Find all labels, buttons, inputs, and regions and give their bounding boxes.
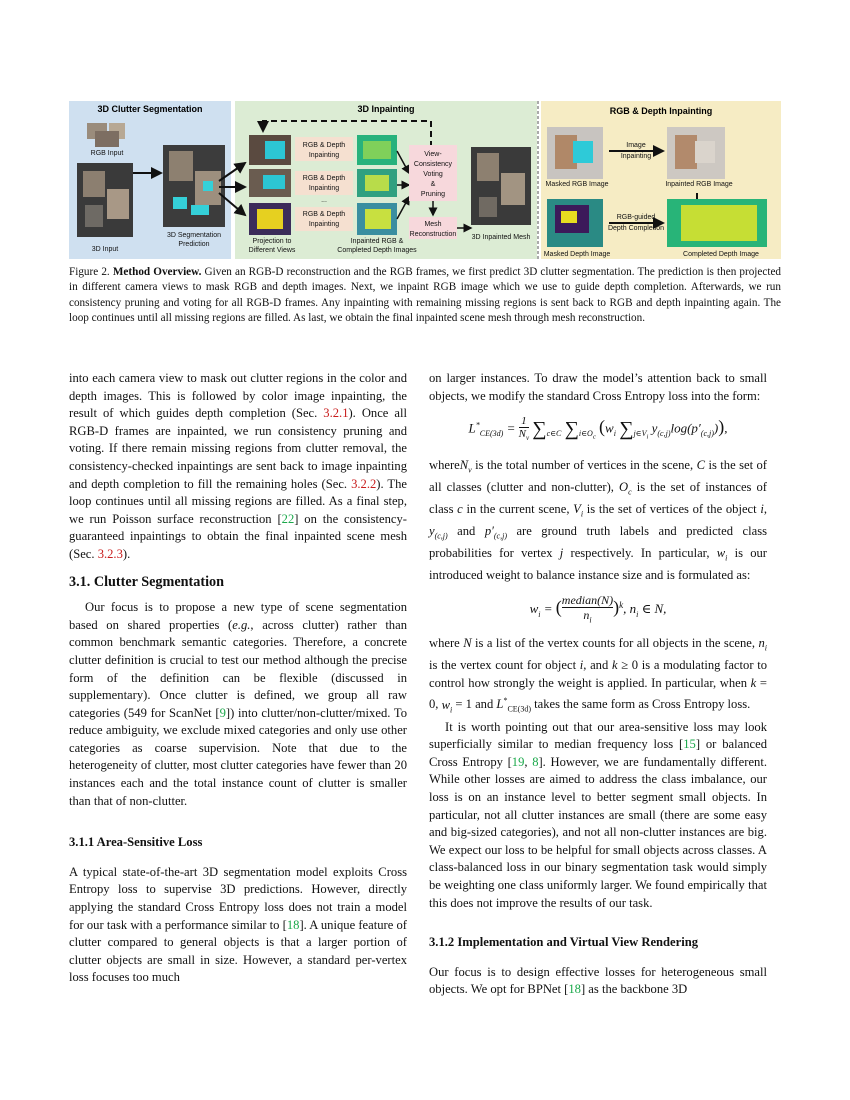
segmentation-prediction-scan bbox=[163, 145, 225, 227]
completed-depth-image bbox=[667, 199, 767, 247]
text-figure-labels-view-5: Pruning bbox=[420, 191, 446, 198]
text-left-p1-ref1[interactable]: 3.2.1 bbox=[323, 406, 349, 421]
text-figure-labels-seg-pred-1: 3D Segmentation bbox=[166, 232, 222, 239]
text-figure-labels-inp-rgb-2: Completed Depth Images bbox=[337, 247, 417, 254]
text-right-p3-a: where bbox=[429, 636, 464, 651]
method-overview-figure bbox=[69, 101, 781, 259]
paragraph-clutter-definition bbox=[69, 599, 407, 810]
text-right-p4-c: ]. However, we are fundamentally different. While other losses are aimed to address the class imbalance, our loss is on an instance level to better segment small objects. In particular, not all clutter instances are small (there are some easy and big-sized categories), and not all non-clutter instances are big. We expect our loss to be helpful for small objects across classes. A class-balanced loss in our binary segmentation task would simply be weighting one class uniformly larger. We found empirically that this does not improve the results of our task. bbox=[429, 754, 767, 910]
text-left-p1-ref4[interactable]: 3.2.3 bbox=[97, 546, 123, 561]
text-figure-labels-masked-depth: Masked Depth Image bbox=[543, 251, 611, 258]
text-right-p2-d: is the set of instances of class bbox=[429, 479, 767, 516]
inpainted-images bbox=[357, 135, 397, 235]
text-left-p1-b: ). Once all RGB-D frames are inpainted, we run consistency pruning and voting. If there remain missing regions from clutter removal, the consistency-checked inpaintings are sent back to image inpainting and depth completion to fill the remaining holes (Sec. bbox=[69, 406, 407, 491]
text-figure-labels-inpainted-rgb: Inpainted RGB Image bbox=[665, 181, 733, 188]
text-right-p5-b: ] as the backbone 3D bbox=[580, 982, 688, 997]
text-left-p1-e: ). bbox=[122, 546, 131, 561]
text-right-p3-e: is a modulating factor to control how strongly the weight is applied. In particular, when bbox=[429, 658, 767, 690]
text-right-p4-a: It is worth pointing out that our area-sensitive loss may look superficially similar to median frequency loss [ bbox=[429, 719, 767, 752]
text-caption-bold: Method Overview. bbox=[112, 266, 202, 278]
panel2-title: 3D Inpainting bbox=[357, 104, 415, 114]
text-left-p1-d: ] on the consistency-guaranteed inpaintings to obtain the final inpainted scene mesh (Sec. bbox=[69, 511, 407, 561]
text-figure-labels-inpainted-mesh: 3D Inpainted Mesh bbox=[471, 234, 531, 241]
masked-rgb-image bbox=[547, 127, 603, 179]
right-column bbox=[429, 370, 767, 999]
text-right-p3-g: takes the same form as Cross Entropy loss. bbox=[531, 697, 751, 712]
inpainted-rgb-image bbox=[667, 127, 725, 179]
masked-depth-image bbox=[547, 199, 603, 247]
projected-views bbox=[249, 135, 291, 235]
text-left-p3-b: ]. A unique feature of clutter compared to general objects is that a larger portion of clutter objects are small in size. However, a standard per-vertex loss focuses too much bbox=[69, 917, 407, 985]
text-figure-labels-inp-rgb-1: Inpainted RGB & bbox=[350, 238, 404, 245]
equation-loss: $L^*_{CE(3d)} = 1$ $N_v$ $\sum_{c\in C}$ $\sum_{i\in O_c}$ ($w_i$ $\sum_{j\in V_i}$ $y_{(c,j)}\log(p'_{(c,j)})$), bbox=[468, 415, 728, 443]
text-caption-text: Given an RGB-D reconstruction and the RGB frames, we first predict 3D clutter segmentation. The prediction is then projected in different camera views to mask RGB and depth images. Next, we inpaint RGB image which we use to guide depth completion. Afterwards, we run consistency pruning and voting for all RGB-D frames. Any inpainting with remaining missing regions is sent back to RGB and depth inpainting again. The loop continues until all missing regions are filled. As last, we obtain the final inpainted scene mesh through mesh reconstruction. bbox=[69, 266, 782, 325]
text-figure-labels-image-inp-1: Image bbox=[626, 142, 646, 149]
subsection-title-area-sensitive-loss: 3.1.1 Area-Sensitive Loss bbox=[69, 835, 203, 850]
text-left-p2-a: Our focus is to propose a new type of scene segmentation based on shared properties ( bbox=[69, 600, 407, 632]
text-right-p2-g: and bbox=[447, 523, 485, 538]
text-left-p2-b: , across clutter) rather than common benchmark semantic categories. Therefore, a concrete clutter definition is crucial to test our method although the precise form of the definition can be flexible (discussed in supplementary). Once clutter is defined, we group all raw categories (549 for ScanNet [ bbox=[69, 617, 407, 720]
text-figure-labels-dots: ... bbox=[321, 197, 327, 204]
text-figure-labels-proj-1: Projection to bbox=[252, 238, 292, 245]
text-right-p2-b: is the total number of vertices in the scene, bbox=[471, 457, 697, 472]
subsection-title-implementation: 3.1.2 Implementation and Virtual View Rendering bbox=[429, 935, 699, 950]
text-figure-labels-mesh-1: Mesh bbox=[424, 221, 442, 228]
text-figure-labels-seg-pred-2: Prediction bbox=[178, 241, 210, 248]
text-left-p3-a: A typical state-of-the-art 3D segmentation model exploits Cross Entropy loss to supervise 3D predictions. However, directly applying the standard Cross Entropy loss does not train a model for our task with a performance similar to [ bbox=[69, 864, 407, 932]
text-right-p2-f: is the set of vertices of the object bbox=[583, 501, 761, 516]
text-figure-labels-rgbd-inp-c1: RGB & Depth bbox=[302, 211, 346, 218]
paragraph-implementation bbox=[429, 964, 767, 999]
text-right-p3-f: and bbox=[471, 697, 497, 712]
text-right-p5-ref[interactable]: 18 bbox=[568, 982, 581, 997]
figure-caption bbox=[69, 265, 781, 327]
text-figure-labels-masked-rgb: Masked RGB Image bbox=[545, 181, 609, 188]
text-right-p2-i: respectively. In particular, bbox=[563, 545, 717, 560]
text-figure-labels-rgb-guided-2: Depth Completion bbox=[607, 225, 665, 232]
text-right-p2-h: are ground truth labels and predicted class probabilities for vertex bbox=[429, 523, 767, 560]
paragraph-weight-terms: where N is a list of the vertex counts for all objects in the scene, $n_i$ is the vertex count for object i, and k ≥ 0 is a modulating factor to control how strongly the weight is applied. In particular, when k = 0, $w_i = 1$ and $L^*_{CE(3d)}$ takes the same form as Cross Entropy loss. bbox=[429, 636, 767, 715]
text-right-p2-c: is the set of all classes (clutter and non-clutter), bbox=[429, 457, 767, 494]
text-figure-labels-view-3: Voting bbox=[423, 171, 443, 178]
3d-input-scan bbox=[77, 163, 133, 237]
section-title-clutter-segmentation: 3.1. Clutter Segmentation bbox=[69, 573, 224, 590]
text-left-p1-ref2[interactable]: 3.2.2 bbox=[351, 476, 377, 491]
text-left-p2-c: ]) into clutter/non-clutter/mixed. To reduce ambiguity, we exclude mixed categories and only use other categories as coarse supervision. Note that due to the heterogeneity of clutter, most clutter categories have fewer than 20 instances each and the total instance count of clutter is smaller than that of non-clutter. bbox=[69, 705, 408, 808]
text-right-p4-sep: , bbox=[524, 754, 533, 769]
paragraph-loss-terms: whereN$_v$ is the total number of vertices in the scene, C is the set of all classes (clutter and non-clutter), $O_c$ is the set of instances of class c in the current scene, $V_i$ is the set of vertices of the object i, $y_{(c,j)}$ and $p'_{(c,j)}$ are ground truth labels and predicted class probabilities for vertex j respectively. In particular, $w_i$ is our introduced weight to balance instance size and is formulated as: bbox=[429, 457, 768, 583]
text-figure-labels-rgb-input: RGB Input bbox=[90, 150, 124, 157]
text-figure-labels-rgb-guided-1: RGB-guided bbox=[616, 214, 656, 221]
text-figure-labels-rgbd-inp-b1: RGB & Depth bbox=[302, 175, 346, 182]
left-column bbox=[69, 370, 407, 987]
text-left-p1-a: into each camera view to mask out clutter regions in the color and depth images. This is followed by color image inpainting, the result of which guides depth completion (Sec. bbox=[69, 371, 407, 421]
paragraph-loss-form: on larger instances. To draw the model’s attention back to small objects, we modify the standard Cross Entropy loss into the form: bbox=[429, 371, 767, 403]
text-right-p3-c: is the vertex count for object bbox=[429, 658, 580, 673]
text-left-p3-ref[interactable]: 18 bbox=[286, 917, 300, 932]
text-figure-labels-proj-2: Different Views bbox=[248, 247, 296, 254]
paragraph-intro-continued bbox=[69, 370, 407, 564]
text-figure-labels-completed-depth: Completed Depth Image bbox=[683, 251, 759, 258]
text-figure-labels-input-3d: 3D Input bbox=[91, 246, 119, 253]
panel3-title: RGB & Depth Inpainting bbox=[609, 106, 713, 116]
equation-weight: $w_i$ = (median(N) $n_i$ )$^k$, $n_i$ ∈ N, bbox=[429, 593, 767, 627]
text-right-p4-ref1[interactable]: 15 bbox=[683, 737, 696, 752]
text-figure-labels-mesh-2: Reconstruction bbox=[409, 231, 457, 238]
text-right-p5-a: Our focus is to design effective losses for heterogeneous small objects. We opt for BPNet [ bbox=[429, 964, 767, 997]
text-right-p3-b: is a list of the vertex counts for all objects in the scene, bbox=[471, 636, 759, 651]
text-figure-labels-view-2: Consistency bbox=[413, 161, 453, 168]
text-figure-labels-rgbd-inp-a1: RGB & Depth bbox=[302, 142, 346, 149]
text-left-p2-ref[interactable]: 9 bbox=[219, 705, 226, 720]
text-figure-labels-rgbd-inp-a2: Inpainting bbox=[308, 152, 340, 159]
text-left-p2-eg: e.g. bbox=[232, 617, 251, 632]
text-right-p4-ref3[interactable]: 8 bbox=[532, 754, 539, 769]
text-figure-labels-rgbd-inp-b2: Inpainting bbox=[308, 185, 340, 192]
paragraph-loss-comparison bbox=[429, 719, 767, 913]
text-figure-labels-view-4: & bbox=[430, 181, 436, 188]
text-figure-labels-view-1: View- bbox=[424, 151, 442, 158]
text-left-p1-c: ). The loop continues until all missing regions are filled. As a final step, we run Poisson surface reconstruction [ bbox=[69, 476, 408, 526]
text-right-p3-d: , and bbox=[583, 658, 612, 673]
text-left-p1-ref3[interactable]: 22 bbox=[281, 511, 295, 526]
text-right-p2-e: in the current scene, bbox=[462, 501, 574, 516]
paragraph-loss-intro bbox=[69, 864, 407, 987]
inpainted-mesh-scan bbox=[471, 147, 531, 225]
text-right-p2-a: where bbox=[429, 457, 460, 472]
text-right-p4-b: ] or balanced Cross Entropy [ bbox=[429, 737, 768, 769]
text-caption-prefix: Figure 2. bbox=[69, 266, 110, 278]
panel1-title: 3D Clutter Segmentation bbox=[97, 104, 203, 114]
text-right-p2-j: is our introduced weight to balance instance size and is formulated as: bbox=[429, 545, 768, 583]
text-figure-labels-rgbd-inp-c2: Inpainting bbox=[308, 221, 340, 228]
text-right-p4-ref2[interactable]: 19 bbox=[511, 754, 525, 769]
text-figure-labels-image-inp-2: Inpainting bbox=[620, 153, 652, 160]
